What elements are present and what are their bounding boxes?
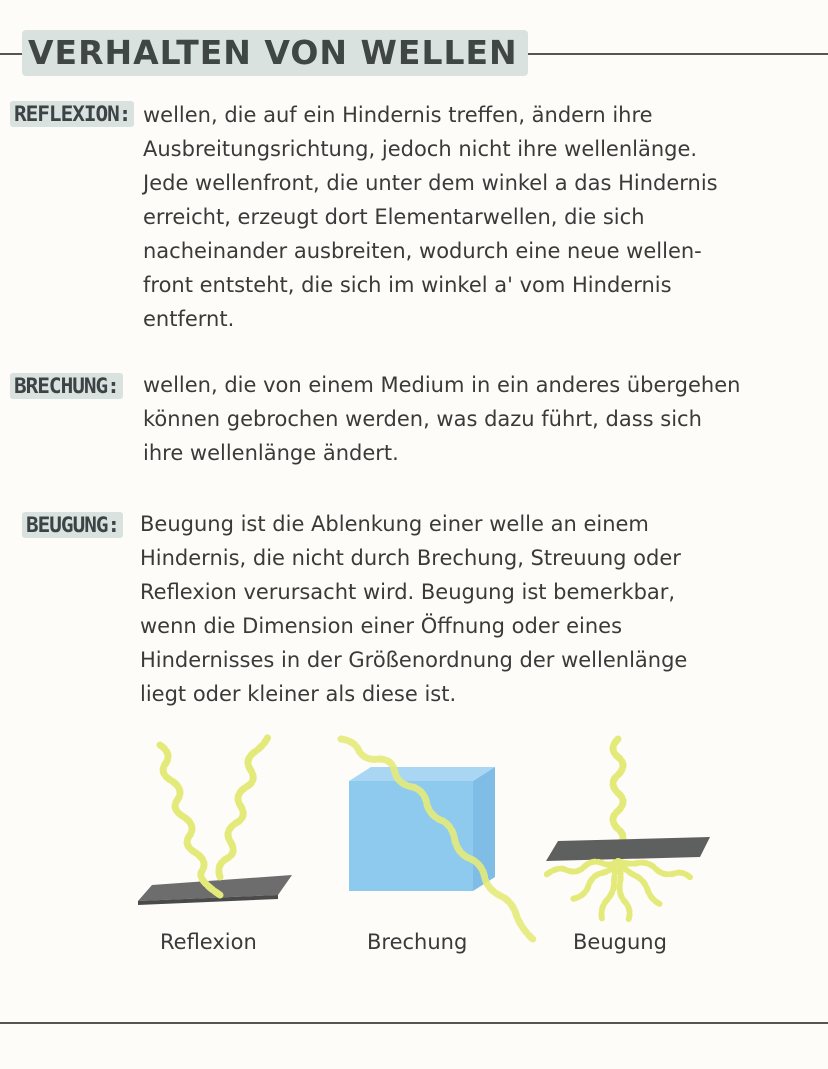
text-line: Ausbreitungsrichtung, jedoch nicht ihre wellenlänge. [143, 137, 698, 161]
caption-brechung: Brechung [367, 930, 468, 954]
text-line: wellen, die von einem Medium in ein anderes übergehen [143, 373, 741, 397]
term-beugung: BEUGUNG: [22, 512, 123, 538]
text-line: wellen, die auf ein Hindernis treffen, ändern ihre [143, 103, 653, 127]
text-line: wenn die Dimension einer Öffnung oder eines [140, 614, 623, 638]
page-title: VERHALTEN VON WELLEN [22, 30, 528, 76]
caption-beugung: Beugung [573, 930, 667, 954]
text-line: liegt oder kleiner als diese ist. [140, 682, 457, 706]
text-line: Jede wellenfront, die unter dem winkel a das Hindernis [143, 171, 718, 195]
caption-reflexion: Reflexion [160, 930, 257, 954]
beugung-plate [546, 837, 710, 861]
reflexion-illustration [130, 735, 300, 905]
text-line: Hindernis, die nicht durch Brechung, Streuung oder [140, 546, 681, 570]
text-line: Beugung ist die Ablenkung einer welle an einem [140, 512, 649, 536]
beugung-illustration [540, 735, 720, 925]
brechung-illustration [335, 735, 520, 930]
text-line: nacheinander ausbreiten, wodurch eine neue wellen- [143, 239, 702, 263]
text-line: Hindernisses in der Größenordnung der wellenlänge [140, 648, 688, 672]
term-brechung: BRECHUNG: [10, 373, 123, 399]
reflexion-reflected-wave [219, 737, 268, 877]
text-line: erreicht, erzeugt dort Elementarwellen, die sich [143, 205, 645, 229]
text-line: Reflexion verursacht wird. Beugung ist bemerkbar, [140, 580, 676, 604]
reflexion-text [143, 98, 718, 336]
text-line: entfernt. [143, 307, 235, 331]
text-line: ihre wellenlänge ändert. [143, 441, 399, 465]
beugung-diffracted-waves [546, 861, 692, 921]
text-line: können gebrochen werden, was dazu führt, dass sich [143, 407, 702, 431]
reflexion-incident-wave [160, 745, 220, 895]
beugung-text [140, 507, 687, 711]
term-reflexion: REFLEXION: [10, 101, 134, 127]
bottom-rule [0, 1022, 828, 1024]
brechung-text [143, 368, 740, 470]
text-line: front entsteht, die sich im winkel a' vom Hindernis [143, 273, 672, 297]
brechung-block-top [349, 767, 495, 781]
